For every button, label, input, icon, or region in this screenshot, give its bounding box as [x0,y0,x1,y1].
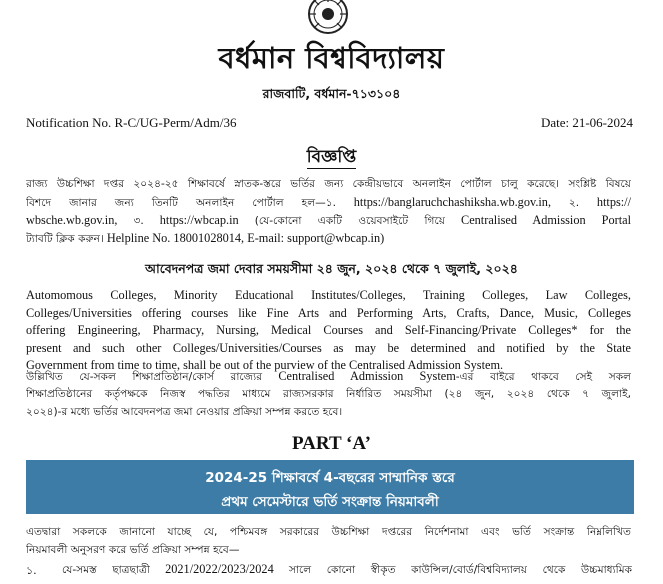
section-banner [26,460,634,514]
rule-1 [62,561,632,579]
portal-link-2-end[interactable]: wbsche.wb.gov.in, [26,213,118,227]
exemption-line-3: offering Engineering, Pharmacy, Nursing, Medical Courses and Self-Financing/Private Colleges* for the [26,323,631,337]
rules-intro-paragraph [26,524,631,560]
banner-line-1: 2024-25 শিক্ষাবর্ষে 4-বছরের সাম্মানিক স্তরে [205,470,455,486]
helpline-contact: Helpline No. 18001028014, E-mail: support@wbcap.in) [106,231,385,245]
university-name: বর্ধমান বিশ্ববিদ্যালয় [218,41,445,75]
rules-intro-line-1: এতদ্বারা সকলকে জানানো যাচ্ছে যে, পশ্চিমবঙ্গ সরকারের উচ্চশিক্ষা দপ্তরের নির্দেশনামা এবং ভর্তি সংক্রান্ত নিম্নলিখিত [26,526,631,538]
own-process-paragraph [26,368,631,422]
own-process-line-1-en: Centralised Admission System [278,369,456,383]
notification-number: Notification No. R-C/UG-Perm/Adm/36 [26,115,237,130]
application-deadline: আবেদনপত্র জমা দেবার সময়সীমা ২৪ জুন, ২০২৪ থেকে ৭ জুলাই, ২০২৪ [145,261,518,276]
exemption-line-5: Government from time to time, shall be out of the purview of the Centralised Admission System. [26,358,504,372]
exemption-line-2: Colleges/Universities offering courses like Fine Arts and Performing Arts, Crafts, Dance, Music, Colleges [26,305,631,320]
exemption-line-1: Automomous Colleges, Minority Educational Institutes/Colleges, Training Colleges, Law Colleges, [26,288,631,302]
rule-1-number: ১. [26,564,37,577]
intro-line-2 [26,194,631,213]
intro-line-2-bn: বিশদে জানার জন্য তিনটি অনলাইন পোর্টাল হল—১. [26,197,336,209]
notice-heading-text: বিজ্ঞপ্তি [306,147,357,167]
portal-link-2-start[interactable]: https:// [596,195,631,209]
banner-line-2: প্রথম সেমেস্টারে ভর্তি সংক্রান্ত নিয়মাবলী [221,494,439,510]
admission-portal-name: Centralised Admission Portal [461,213,631,227]
own-process-line-1-bn2: -এর বাইরে থাকবে সেই সকল [455,371,631,383]
rules-intro-line-2: নিয়মাবলী অনুসরণ করে ভর্তি প্রক্রিয়া সম্পন্ন হবে— [26,544,240,556]
own-process-line-2: শিক্ষাপ্রতিষ্ঠানের কর্তৃপক্ষকে নিজস্ব পদ্ধতির মাধ্যমে রাজ্যসরকার নির্ধারিত সময়সীমা (২৪ জুন, ২০২৪ থেকে ৭ জুলাই, [26,388,631,400]
intro-line-2-num: ২. [568,197,580,209]
intro-line-3 [26,212,631,231]
university-logo [297,0,359,36]
own-process-line-1-bn: উল্লিখিত যে-সকল শিক্ষাপ্রতিষ্ঠান/কোর্স রাজ্যের [26,371,263,383]
notice-heading [0,144,663,172]
rule-1-years: 2021/2022/2023/2024 [165,562,274,576]
intro-line-4 [26,230,631,249]
own-process-line-1 [26,368,631,387]
exemption-line-4: present and such other Colleges/Universities/Courses as may be determined and notified by the State [26,340,631,355]
portal-link-1[interactable]: https://banglaruchchashiksha.wb.gov.in, [353,195,552,209]
own-process-line-3: ২০২৪)-র মধ্যে ভর্তির আবেদনপত্র জমা নেওয়ার প্রক্রিয়া সম্পন্ন করতে হবে। [26,406,343,418]
intro-line-3-bn: (যে-কোনো একটি ওয়েবসাইটে গিয়ে [254,215,445,227]
rule-1-line [62,561,632,580]
notice-date: Date: 21-06-2024 [540,115,633,130]
part-title: PART ‘A’ [291,433,371,454]
portal-link-3[interactable]: https://wbcap.in [159,213,239,227]
university-address: রাজবাটি, বর্ধমান-৭১৩১০৪ [262,86,401,101]
intro-paragraph [26,176,631,248]
exemption-paragraph [26,287,631,375]
rule-1-bn2: সালে কোনো স্বীকৃত কাউন্সিল/বোর্ড/বিশ্ববিদ্যালয় থেকে উচ্চমাধ্যমিক [288,564,632,576]
intro-line-1: রাজ্য উচ্চশিক্ষা দপ্তর ২০২৪-২৫ শিক্ষাবর্ষে স্নাতক-স্তরে ভর্তির জন্য কেন্দ্রীয়ভাবে অনলাইন পোর্টাল চালু করেছে। সংশ্লিষ্ট বিষয়ে [26,178,631,190]
rule-1-bn: যে-সমস্ত ছাত্রছাত্রী [62,564,150,576]
intro-line-4-bn: ট্যাবটি ক্লিক করুন। [26,233,104,245]
intro-line-3-num: ৩. [133,215,144,227]
